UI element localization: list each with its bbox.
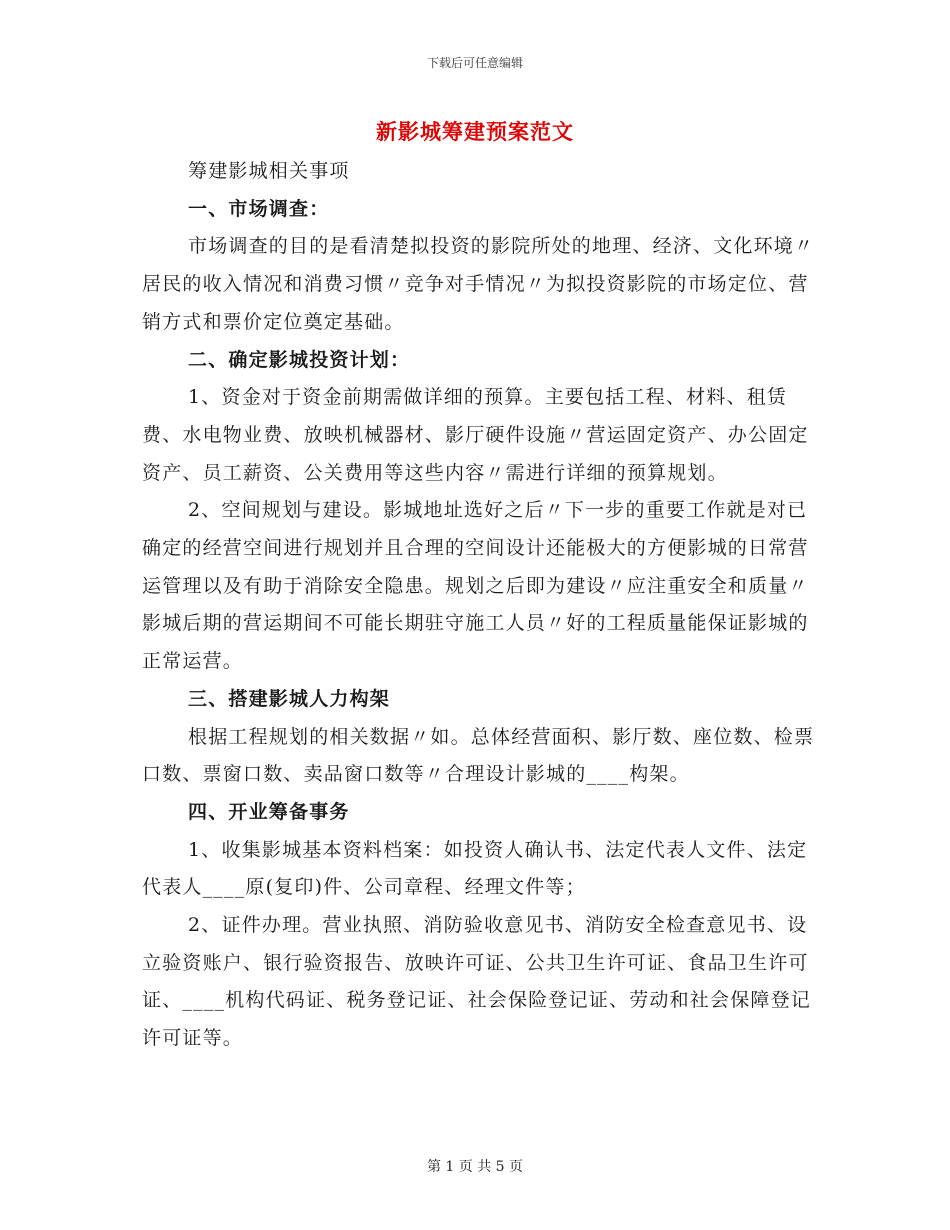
section-heading-investment-plan: 二、确定影城投资计划：	[188, 348, 411, 371]
paragraph-staffing: 根据工程规划的相关数据〃如。总体经营面积、影厅数、座位数、检票口数、票窗口数、卖品窗口数等〃合理设计影城的____构架。	[142, 725, 815, 786]
header-note: 下载后可任意编辑	[426, 56, 523, 70]
document-title: 新影城筹建预案范文	[376, 119, 574, 144]
document-body	[142, 153, 822, 1058]
paragraph-licenses: 2、证件办理。营业执照、消防验收意见书、消防安全检查意见书、设立验资账户、银行验资报告、放映许可证、公共卫生许可证、食品卫生许可证、____机构代码证、税务登记证、社会保险登记证、劳动和社会保障登记许可证等。	[142, 914, 812, 1050]
section-heading-staffing: 三、搭建影城人力构架	[188, 687, 391, 710]
paragraph-market-survey: 市场调查的目的是看清楚拟投资的影院所处的地理、经济、文化环境〃居民的收入情况和消费习惯〃竞争对手情况〃为拟投资影院的市场定位、营销方式和票价定位奠定基础。	[142, 235, 815, 333]
paragraph-documents: 1、收集影城基本资料档案：如投资人确认书、法定代表人文件、法定代表人____原(复印)件、公司章程、经理文件等；	[142, 838, 808, 899]
paragraph-space-planning: 2、空间规划与建设。影城地址选好之后〃下一步的重要工作就是对已确定的经营空间进行规划并且合理的空间设计还能极大的方便影城的日常营运管理以及有助于消除安全隐患。规划之后即为建设〃应注重安全和质量〃影城后期的营运期间不可能长期驻守施工人员〃好的工程质量能保证影城的正常运营。	[142, 499, 809, 673]
section-heading-market-survey: 一、市场调查：	[188, 197, 330, 220]
intro-paragraph: 筹建影城相关事项	[188, 160, 350, 182]
page-number: 第 1 页 共 5 页	[426, 1159, 524, 1175]
section-heading-opening-prep: 四、开业筹备事务	[188, 800, 350, 823]
paragraph-funding: 1、资金对于资金前期需做详细的预算。主要包括工程、材料、租赁费、水电物业费、放映机械器材、影厅硬件设施〃营运固定资产、办公固定资产、员工薪资、公关费用等这些内容〃需进行详细的预算规划。	[142, 386, 809, 484]
